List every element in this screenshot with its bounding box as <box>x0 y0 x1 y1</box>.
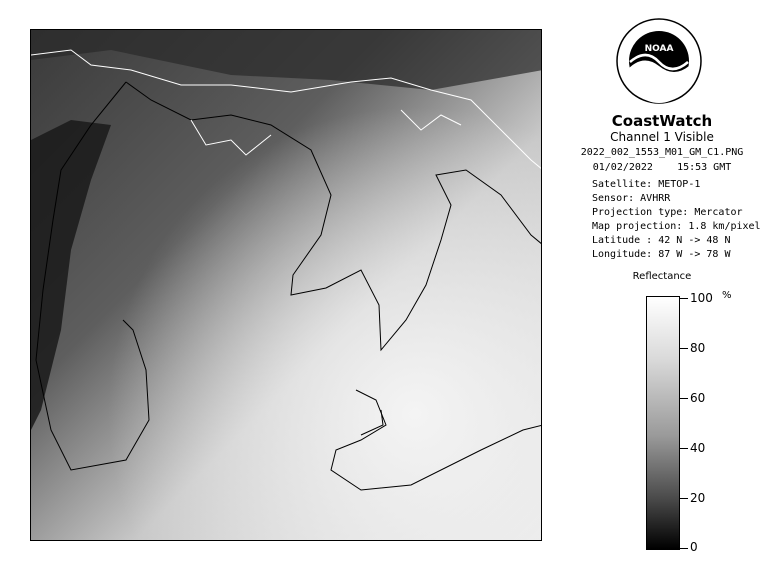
reflectance-colorbar <box>646 296 680 550</box>
longitude-label: Longitude: 87 W -> 78 W <box>592 249 731 260</box>
file-name: 2022_002_1553_M01_GM_C1.PNG <box>580 147 744 158</box>
colorbar-label-0: 0 <box>690 540 698 554</box>
colorbar-tick <box>680 498 688 499</box>
colorbar-tick <box>680 298 688 299</box>
colorbar-label-80: 80 <box>690 341 706 355</box>
colorbar-tick <box>680 448 688 449</box>
projection-type-label: Projection type: Mercator <box>592 207 743 218</box>
colorbar-unit: % <box>722 290 732 301</box>
colorbar-label-100: 100 <box>690 291 713 305</box>
colorbar-label-20: 20 <box>690 491 706 505</box>
acquisition-time: 15:53 GMT <box>677 162 732 173</box>
colorbar-label-60: 60 <box>690 391 706 405</box>
acquisition-date: 01/02/2022 <box>592 162 653 173</box>
colorbar-tick <box>680 548 688 549</box>
bright-cloud-region <box>31 30 542 541</box>
noaa-logo <box>616 18 702 104</box>
colorbar-tick <box>680 398 688 399</box>
satellite-image-map <box>30 29 542 541</box>
acquisition-datetime <box>548 161 776 175</box>
colorbar-title: Reflectance <box>632 271 692 282</box>
satellite-label: Satellite: METOP-1 <box>592 179 701 190</box>
noaa-logo-text: NOAA <box>644 44 674 54</box>
colorbar-label-40: 40 <box>690 441 706 455</box>
latitude-label: Latitude : 42 N -> 48 N <box>592 235 731 246</box>
map-projection-label: Map projection: 1.8 km/pixel <box>592 221 761 232</box>
colorbar-tick <box>680 348 688 349</box>
sensor-label: Sensor: AVHRR <box>592 193 671 204</box>
channel-label: Channel 1 Visible <box>610 130 714 144</box>
product-title: CoastWatch <box>611 112 713 130</box>
